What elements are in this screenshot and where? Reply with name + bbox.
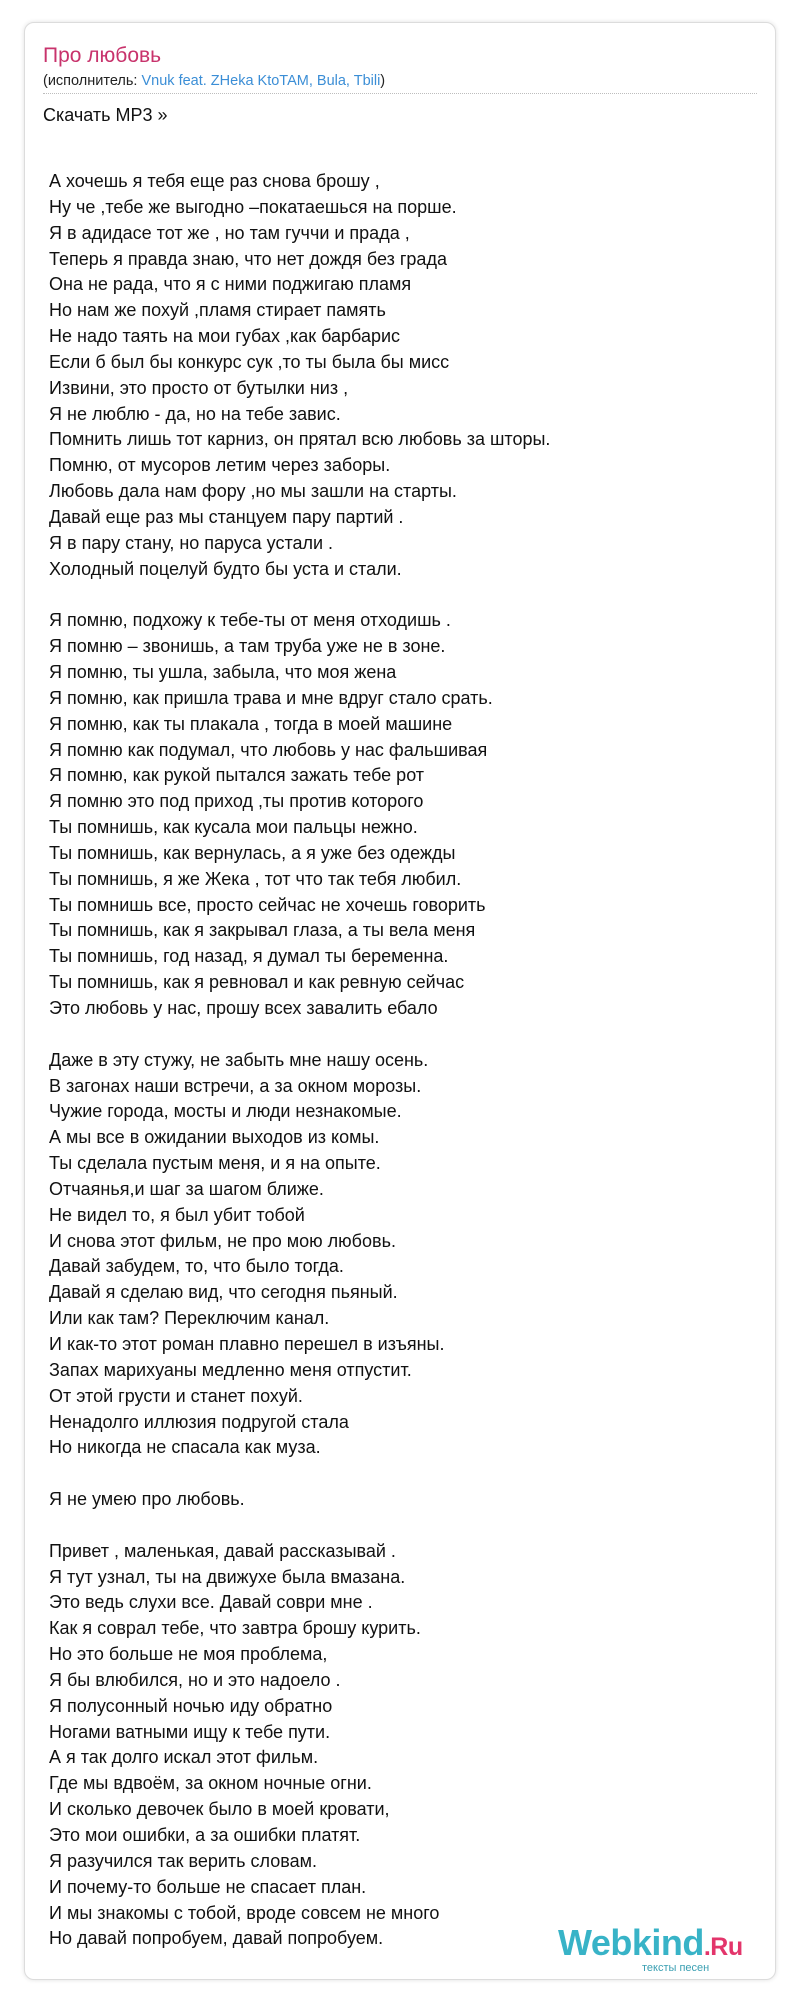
lyric-line: Это мои ошибки, а за ошибки платят. [49, 1825, 361, 1845]
lyric-line: Как я соврал тебе, что завтра брошу курить. [49, 1618, 421, 1639]
lyric-line: Помнить лишь тот карниз, он прятал всю любовь за шторы. [49, 429, 551, 450]
lyric-line: Даже в эту стужу, не забыть мне нашу осень. [49, 1049, 429, 1070]
lyric-line: Но давай попробуем, давай попробуем. [49, 1928, 384, 1949]
lyric-line: Ты помнишь, как кусала мои пальцы нежно. [49, 817, 418, 838]
lyric-line: И почему-то больше не спасает план. [49, 1876, 367, 1897]
lyric-line: А я так долго искал этот фильм. [49, 1747, 319, 1768]
lyric-line: Ты сделала пустым меня, и я на опыте. [49, 1153, 381, 1174]
lyric-line: Чужие города, мосты и люди незнакомые. [49, 1101, 402, 1122]
webkind-logo[interactable] [558, 1922, 778, 1983]
lyric-line: Ты помнишь, как вернулась, а я уже без одежды [49, 842, 456, 863]
lyric-line: Ногами ватными ищу к тебе пути. [49, 1721, 331, 1742]
lyric-line: А хочешь я тебя еще раз снова брошу , [49, 171, 380, 191]
lyric-line: И снова этот фильм, не про мою любовь. [49, 1230, 396, 1251]
lyric-line: Ты помнишь, год назад, я думал ты беременна. [49, 946, 449, 967]
lyric-line: Я помню, как ты плакала , тогда в моей машине [49, 713, 453, 734]
lyric-line: Ты помнишь, я же Жека , тот что так тебя любил. [49, 868, 462, 889]
lyric-line: И сколько девочек было в моей кровати, [49, 1799, 390, 1820]
lyric-line: А мы все в ожидании выходов из комы. [49, 1127, 380, 1148]
lyric-line: Ты помнишь все, просто сейчас не хочешь говорить [49, 894, 486, 915]
artist-link[interactable]: Vnuk feat. ZHeka KtoTAM, Bula, Tbili [141, 73, 381, 89]
lyric-line: Ненадолго иллюзия подругой стала [49, 1411, 349, 1432]
lyric-line: Холодный поцелуй будто бы уста и стали. [49, 558, 402, 579]
lyric-line: Но это больше не моя проблема, [49, 1644, 328, 1665]
logo-tagline: тексты песен [642, 1962, 710, 1974]
lyric-line: Она не рада, что я с ними поджигаю пламя [49, 274, 412, 295]
lyric-line: Давай еще раз мы станцуем пару партий . [49, 506, 404, 527]
lyric-line: Я в адидасе тот же , но там гуччи и прада , [49, 222, 410, 243]
title-divider [43, 93, 757, 94]
lyric-line: Я не умею про любовь. [49, 1489, 245, 1510]
lyric-line: Ты помнишь, как я ревновал и как ревную сейчас [49, 972, 465, 993]
lyric-line: Это любовь у нас, прошу всех завалить ебало [49, 998, 438, 1018]
lyric-line: Не надо таять на мои губах ,как барбарис [49, 326, 401, 347]
song-title: Про любовь [43, 44, 162, 67]
lyric-line: Я помню как подумал, что любовь у нас фальшивая [49, 739, 488, 760]
stanza-gap [49, 1513, 749, 1539]
lyric-line: Я бы влюбился, но и это надоело . [49, 1669, 341, 1690]
lyric-line: Я помню, как пришла трава и мне вдруг стало срать. [49, 687, 493, 708]
artist-prefix: (исполнитель: [43, 73, 142, 89]
lyric-line: Я помню это под приход ,ты против которого [49, 791, 424, 812]
lyric-line: Я помню, подхожу к тебе-ты от меня отходишь . [49, 610, 451, 631]
lyrics-card [24, 22, 776, 1980]
lyric-line: Давай я сделаю вид, что сегодня пьяный. [49, 1282, 398, 1303]
lyric-line: Но нам же похуй ,пламя стирает память [49, 300, 386, 321]
lyric-line: Я разучился так верить словам. [49, 1850, 318, 1871]
lyric-line: В загонах наши встречи, а за окном морозы. [49, 1075, 422, 1096]
lyric-line: Давай забудем, то, что было тогда. [49, 1256, 344, 1277]
lyric-line: Не видел то, я был убит тобой [49, 1204, 305, 1225]
lyric-line: И как-то этот роман плавно перешел в изъяны. [49, 1333, 445, 1354]
lyric-line: Я в пару стану, но паруса устали . [49, 532, 334, 553]
lyric-line: Я не люблю - да, но на тебе завис. [49, 403, 341, 424]
lyric-line: Извини, это просто от бутылки низ , [49, 377, 349, 398]
lyric-line: Привет , маленькая, давай рассказывай . [49, 1540, 396, 1561]
lyric-line: Или как там? Переключим канал. [49, 1308, 330, 1329]
artist-suffix: ) [380, 73, 386, 89]
lyrics-text [49, 169, 749, 1952]
lyric-line: Я помню, как рукой пытался зажать тебе рот [49, 765, 425, 786]
lyric-line: Где мы вдвоём, за окном ночные огни. [49, 1773, 372, 1794]
download-mp3-link[interactable]: Скачать MP3 » [43, 105, 168, 125]
lyric-line: Я тут узнал, ты на движухе была вмазана. [49, 1566, 406, 1587]
stanza-gap [49, 583, 749, 609]
lyric-line: Теперь я правда знаю, что нет дождя без града [49, 248, 447, 269]
stanza-gap [49, 1022, 749, 1048]
lyric-line: Запах марихуаны медленно меня отпустит. [49, 1359, 412, 1380]
lyric-line: Любовь дала нам фору ,но мы зашли на старты. [49, 481, 457, 502]
stanza-gap [49, 1461, 749, 1487]
lyric-line: Я помню, ты ушла, забыла, что моя жена [49, 662, 397, 683]
lyric-line: Помню, от мусоров летим через заборы. [49, 455, 391, 476]
lyric-line: Я помню – звонишь, а там труба уже не в зоне. [49, 636, 446, 657]
lyric-line: Я полусонный ночью иду обратно [49, 1695, 333, 1716]
lyric-line: И мы знакомы с тобой, вроде совсем не много [49, 1902, 440, 1923]
lyric-line: Но никогда не спасала как муза. [49, 1437, 321, 1458]
artist-line [43, 73, 385, 89]
lyric-line: Это ведь слухи все. Давай соври мне . [49, 1592, 373, 1613]
lyric-line: Отчаянья,и шаг за шагом ближе. [49, 1178, 324, 1199]
lyric-line: От этой грусти и станет похуй. [49, 1385, 303, 1406]
lyric-line: Ты помнишь, как я закрывал глаза, а ты вела меня [49, 920, 476, 941]
lyric-line: Ну че ,тебе же выгодно –покатаешься на порше. [49, 196, 457, 217]
logo-wordmark: Webkind.Ru [558, 1922, 743, 1963]
lyric-line: Если б был бы конкурс сук ,то ты была бы мисс [49, 351, 450, 372]
